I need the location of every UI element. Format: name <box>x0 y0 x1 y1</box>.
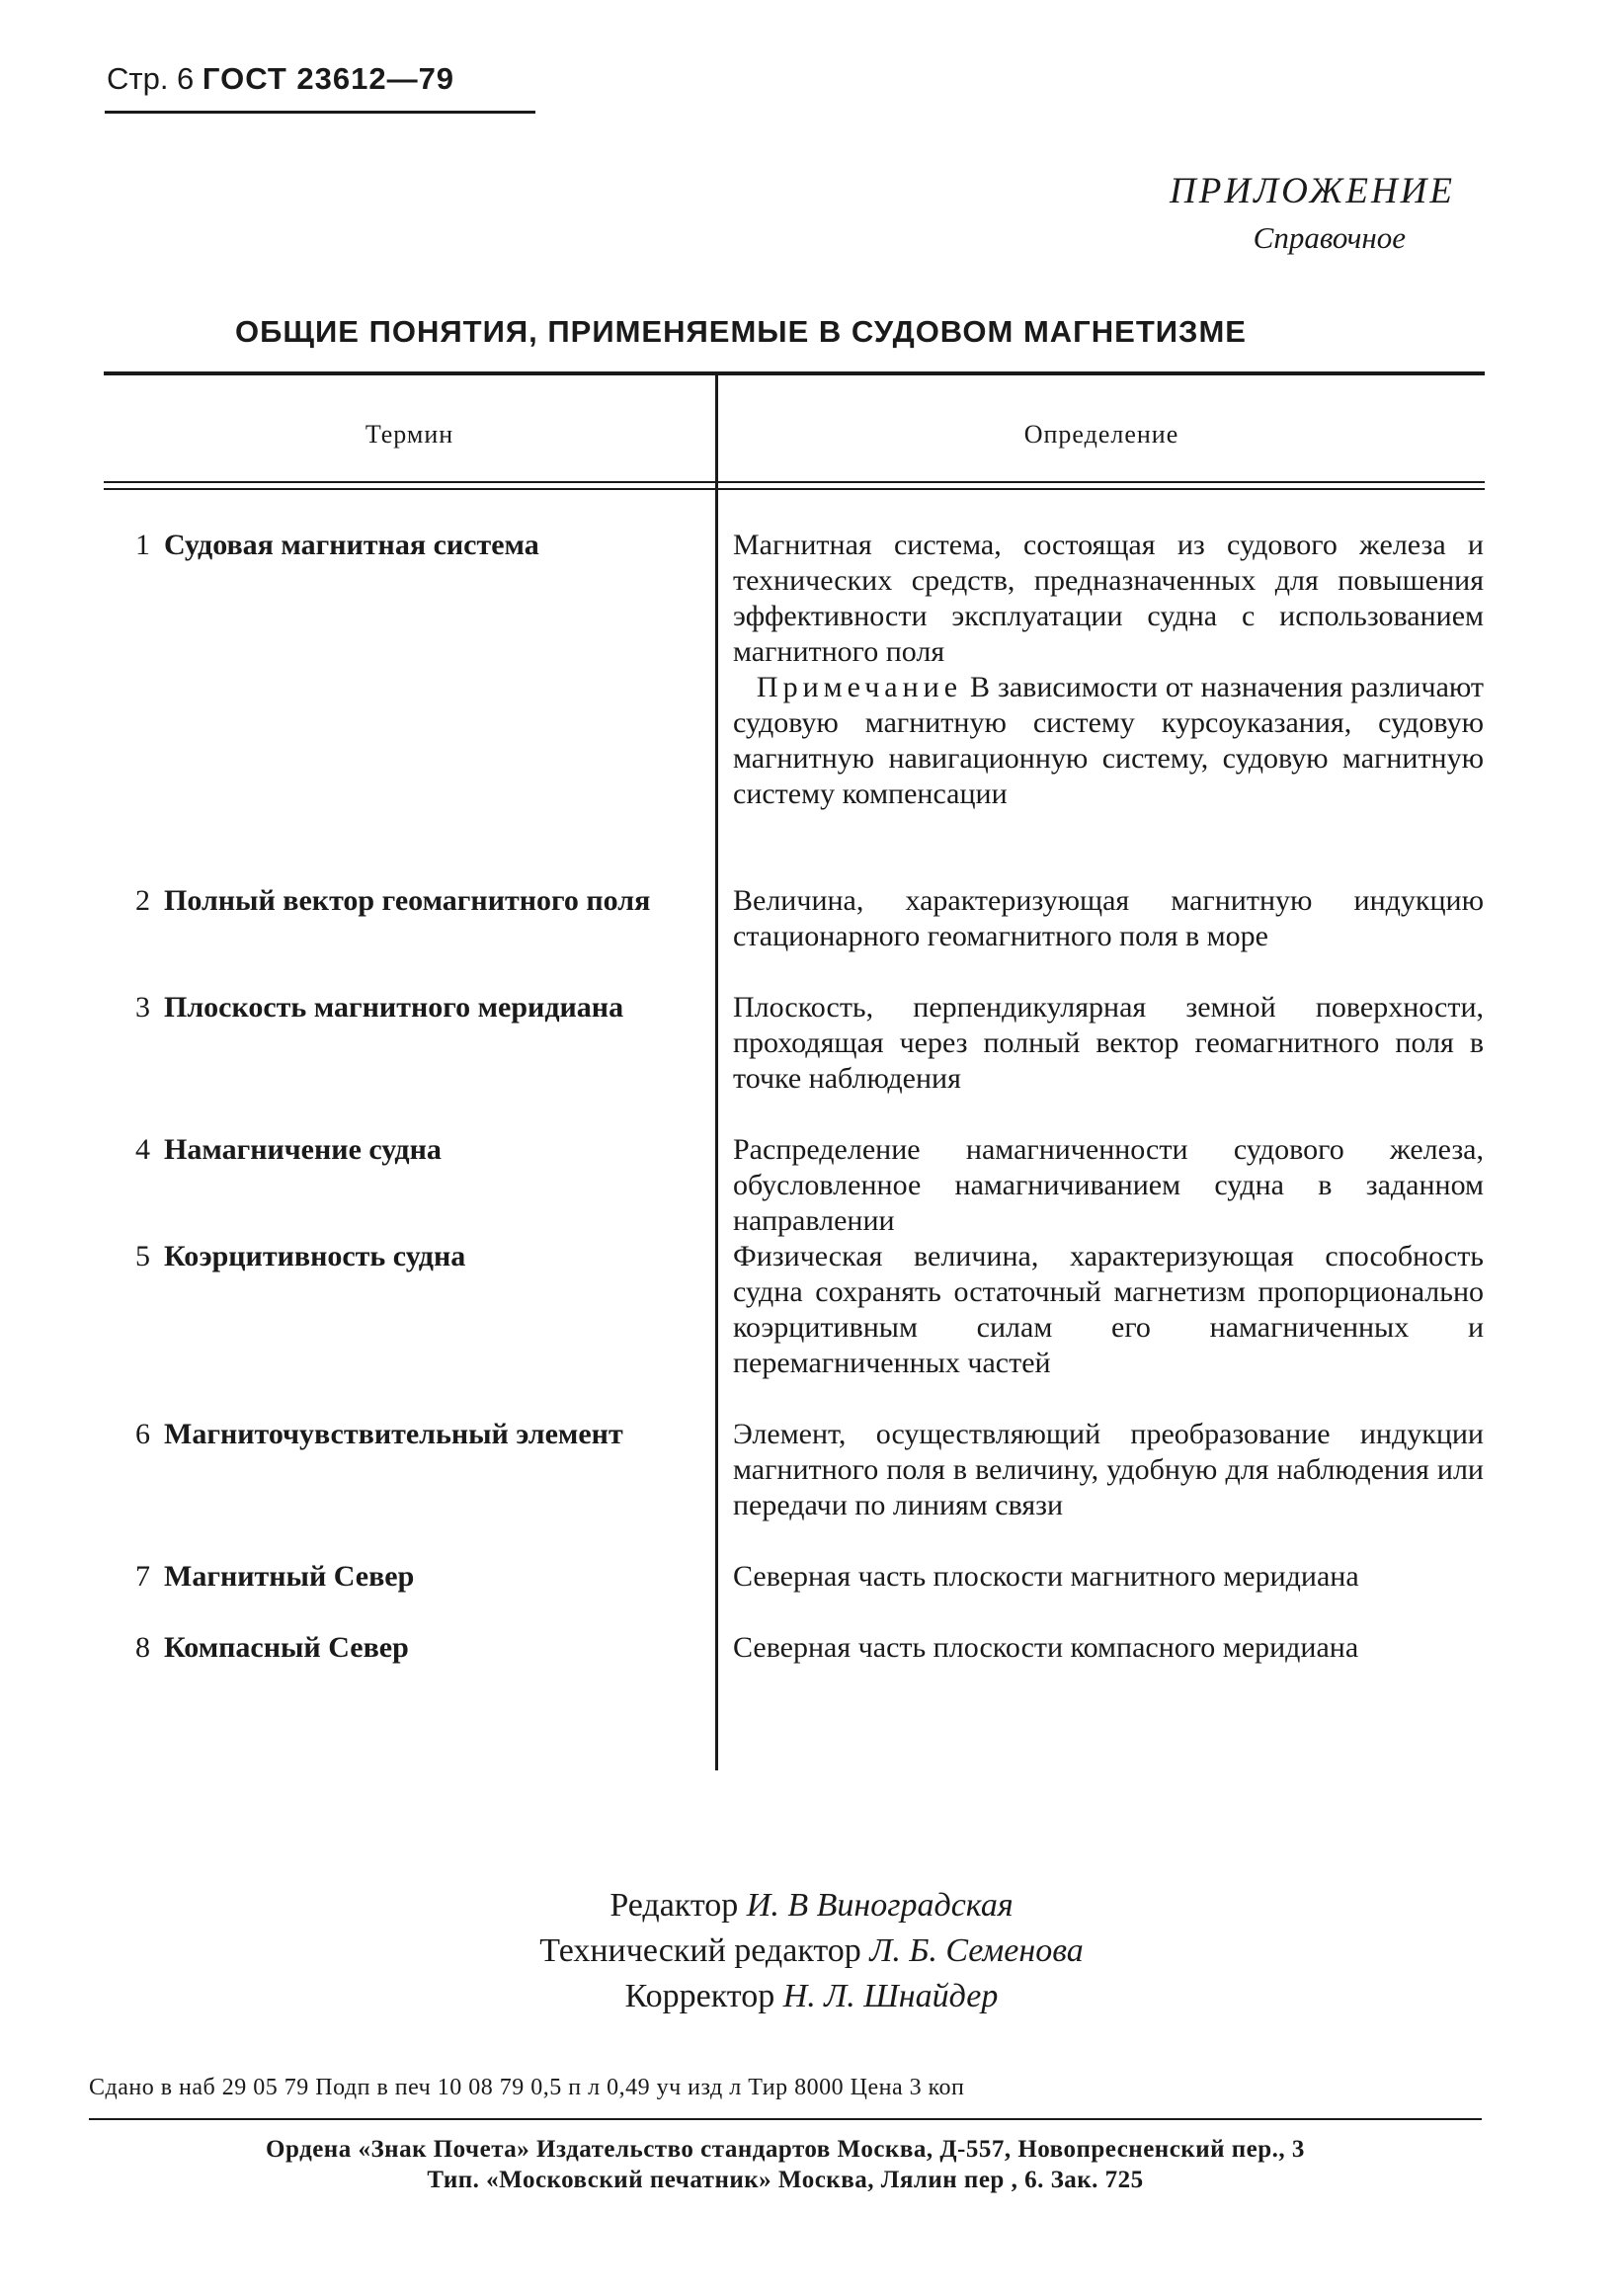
appendix-title: ПРИЛОЖЕНИЕ <box>1170 171 1455 211</box>
definition-row-6 <box>733 1417 1484 1523</box>
credit-role: Редактор <box>609 1887 739 1924</box>
term-number: 1 <box>135 529 150 561</box>
imprint-rule <box>89 2118 1482 2120</box>
document-title: ОБЩИЕ ПОНЯТИЯ, ПРИМЕНЯЕМЫЕ В СУДОВОМ МАГНЕТИЗМЕ <box>235 314 1247 349</box>
term-number: 3 <box>135 991 150 1024</box>
table-top-rule <box>104 371 1485 375</box>
definition-row-7 <box>733 1559 1484 1595</box>
credits-block <box>0 1883 1623 2019</box>
term-number: 7 <box>135 1560 150 1593</box>
definition-row-2 <box>733 883 1484 954</box>
term-name: Судовая магнитная система <box>164 529 539 561</box>
standard-number: ГОСТ 23612—79 <box>202 61 455 96</box>
definition-text: Элемент, осуществляющий преобразование индукции магнитного поля в величину, удобную для наблюдения или передачи по линиям связи <box>733 1418 1484 1521</box>
definition-row-3 <box>733 990 1484 1097</box>
credit-tech-editor <box>0 1928 1623 1974</box>
definition-text: Магнитная система, состоящая из судового железа и технических средств, предназначенных для повышения эффективности эксплуатации судна с использованием магнитного поля <box>733 529 1484 668</box>
term-name: Магнитный Север <box>164 1560 415 1593</box>
term-number: 5 <box>135 1240 150 1272</box>
term-number: 2 <box>135 884 150 917</box>
credit-editor <box>0 1883 1623 1928</box>
term-name: Компасный Север <box>164 1631 409 1664</box>
term-row-6 <box>121 1417 682 1452</box>
definition-text: Плоскость, перпендикулярная земной поверхности, проходящая через полный вектор геомагнитного поля в точке наблюдения <box>733 991 1484 1095</box>
term-number: 4 <box>135 1133 150 1166</box>
definition-row-1 <box>733 528 1484 812</box>
term-name: Коэрцитивность судна <box>164 1240 466 1272</box>
note-label: Примечание <box>756 671 963 703</box>
publisher-line-1: Ордена «Знак Почета» Издательство стандартов Москва, Д-557, Новопресненский пер., 3 <box>266 2136 1305 2163</box>
term-row-3 <box>121 990 682 1025</box>
term-number: 6 <box>135 1418 150 1450</box>
term-name: Намагничение судна <box>164 1133 442 1166</box>
publisher-line-2: Тип. «Московский печатник» Москва, Лялин пер , 6. Зак. 725 <box>427 2167 1144 2193</box>
appendix-label <box>1170 170 1455 256</box>
definition-row-4 <box>733 1132 1484 1239</box>
credit-role: Корректор <box>624 1978 775 2014</box>
page-label: Стр. 6 <box>107 61 195 96</box>
running-header <box>107 61 454 97</box>
column-divider <box>715 375 718 1770</box>
definition-text: Северная часть плоскости компасного меридиана <box>733 1631 1359 1664</box>
header-term: Термин <box>365 420 454 449</box>
definition-note <box>733 670 1484 812</box>
term-row-4 <box>121 1132 682 1168</box>
definition-text: Физическая величина, характеризующая способность судна сохранять остаточный магнетизм пропорционально коэрцитивным силам его намагниченных и перемагниченных частей <box>733 1240 1484 1379</box>
publisher-imprint <box>89 2134 1482 2195</box>
credit-name: Н. Л. Шнайдер <box>782 1978 999 2014</box>
term-name: Магниточувствительный элемент <box>164 1418 623 1450</box>
credit-corrector <box>0 1974 1623 2019</box>
definition-text: Северная часть плоскости магнитного меридиана <box>733 1560 1359 1593</box>
term-row-8 <box>121 1630 682 1666</box>
header-definition: Определение <box>1023 420 1179 449</box>
term-row-5 <box>121 1239 682 1274</box>
header-rule-bottom <box>104 481 1485 483</box>
header-rule <box>105 111 535 114</box>
term-name: Полный вектор геомагнитного поля <box>164 884 651 917</box>
header-rule-bottom-double <box>104 488 1485 490</box>
credit-role: Технический редактор <box>539 1932 861 1969</box>
term-row-7 <box>121 1559 682 1595</box>
term-row-2 <box>121 883 682 919</box>
definition-text: Величина, характеризующая магнитную индукцию стационарного геомагнитного поля в море <box>733 884 1484 952</box>
definition-row-8 <box>733 1630 1484 1666</box>
term-name: Плоскость магнитного меридиана <box>164 991 624 1024</box>
print-info: Сдано в наб 29 05 79 Подп в печ 10 08 79 0,5 п л 0,49 уч изд л Тир 8000 Цена 3 коп <box>89 2075 965 2100</box>
appendix-subtitle: Справочное <box>1253 220 1406 255</box>
credit-name: И. В Виноградская <box>746 1887 1014 1924</box>
note-text: В зависимости от назначения различают судовую магнитную систему курсоуказания, судовую магнитную навигационную систему, судовую магнитную систему компенсации <box>733 671 1485 810</box>
term-number: 8 <box>135 1631 150 1664</box>
definition-row-5 <box>733 1239 1484 1381</box>
definition-text: Распределение намагниченности судового железа, обусловленное намагничиванием судна в заданном направлении <box>733 1133 1484 1237</box>
term-row-1 <box>121 528 682 563</box>
credit-name: Л. Б. Семенова <box>869 1932 1084 1969</box>
